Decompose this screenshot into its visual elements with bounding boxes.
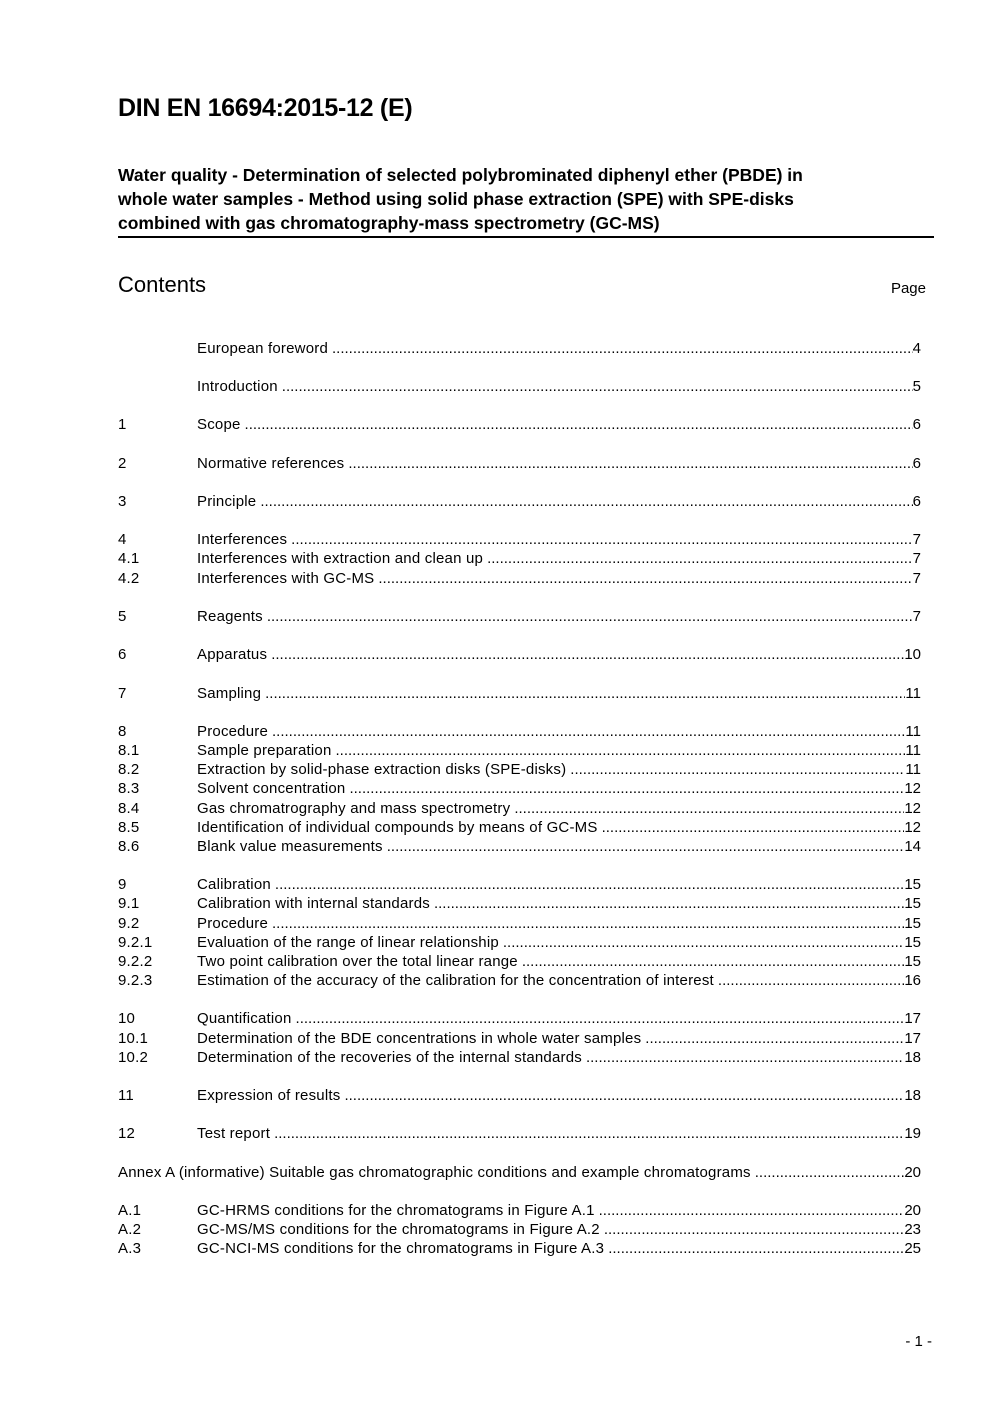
toc-leader bbox=[755, 1163, 905, 1182]
toc-page-number: 15 bbox=[904, 915, 921, 932]
toc-number: 1 bbox=[118, 416, 127, 433]
toc-page-number: 20 bbox=[904, 1164, 921, 1181]
toc-title: Solvent concentration bbox=[197, 780, 346, 797]
toc-entry[interactable] bbox=[118, 1220, 921, 1239]
toc-page-number: 15 bbox=[904, 934, 921, 951]
toc-number: 4 bbox=[118, 531, 127, 548]
page-column-label: Page bbox=[890, 280, 926, 297]
toc-leader bbox=[387, 837, 905, 856]
toc-leader bbox=[274, 1124, 904, 1143]
toc-entry[interactable] bbox=[118, 377, 921, 396]
toc-leader bbox=[260, 492, 912, 511]
toc-number: 9.1 bbox=[118, 895, 140, 912]
toc-number: 6 bbox=[118, 646, 127, 663]
toc-number: 4.1 bbox=[118, 550, 140, 567]
toc-entry[interactable] bbox=[118, 339, 921, 358]
toc-leader bbox=[275, 875, 904, 894]
toc-entry[interactable] bbox=[118, 530, 921, 549]
toc-entry[interactable] bbox=[118, 1048, 921, 1067]
toc-title: Expression of results bbox=[197, 1087, 341, 1104]
toc-number: 8.4 bbox=[118, 800, 140, 817]
toc-title: GC-HRMS conditions for the chromatograms in Figure A.1 bbox=[197, 1202, 595, 1219]
toc-number: 8.5 bbox=[118, 819, 140, 836]
toc-leader bbox=[604, 1220, 904, 1239]
toc-leader bbox=[271, 645, 904, 664]
toc-page-number: 15 bbox=[904, 895, 921, 912]
toc-page-number: 7 bbox=[912, 550, 921, 567]
toc-title: Sample preparation bbox=[197, 742, 332, 759]
toc-title: Apparatus bbox=[197, 646, 268, 663]
toc-title: Procedure bbox=[197, 915, 269, 932]
toc-page-number: 20 bbox=[904, 1202, 921, 1219]
toc-entry[interactable] bbox=[118, 933, 921, 952]
toc-leader bbox=[282, 377, 913, 396]
toc-number: 8.2 bbox=[118, 761, 140, 778]
toc-entry[interactable] bbox=[118, 1086, 921, 1105]
toc-leader bbox=[599, 1201, 905, 1220]
contents-heading: Contents bbox=[118, 272, 207, 297]
toc-leader bbox=[267, 607, 913, 626]
toc-leader bbox=[570, 760, 905, 779]
toc-page-number: 12 bbox=[904, 819, 921, 836]
toc-entry[interactable] bbox=[118, 1029, 921, 1048]
toc-page-number: 25 bbox=[904, 1240, 921, 1257]
document-title-line: whole water samples - Method using solid phase extraction (SPE) with SPE-disks bbox=[118, 189, 794, 209]
toc-title: Determination of the BDE concentrations in whole water samples bbox=[197, 1030, 642, 1047]
toc-title: GC-MS/MS conditions for the chromatograms in Figure A.2 bbox=[197, 1221, 600, 1238]
toc-entry[interactable] bbox=[118, 971, 921, 990]
toc-page-number: 11 bbox=[905, 742, 921, 759]
toc-entry[interactable] bbox=[118, 914, 921, 933]
toc-title: Two point calibration over the total linear range bbox=[197, 953, 518, 970]
toc-number: 9.2.1 bbox=[118, 934, 153, 951]
toc-entry[interactable] bbox=[118, 569, 921, 588]
toc-title: GC-NCI-MS conditions for the chromatograms in Figure A.3 bbox=[197, 1240, 605, 1257]
toc-leader bbox=[349, 779, 904, 798]
toc-page-number: 6 bbox=[912, 493, 921, 510]
toc-entry[interactable] bbox=[118, 645, 921, 664]
toc-page-number: 12 bbox=[904, 800, 921, 817]
document-title bbox=[118, 163, 934, 238]
toc-entry[interactable] bbox=[118, 454, 921, 473]
toc-entry[interactable] bbox=[118, 415, 921, 434]
toc-leader bbox=[514, 799, 904, 818]
toc-page-number: 10 bbox=[904, 646, 921, 663]
toc-leader bbox=[487, 549, 913, 568]
toc-number: 8.3 bbox=[118, 780, 140, 797]
toc-page-number: 6 bbox=[912, 416, 921, 433]
toc-entry[interactable] bbox=[118, 492, 921, 511]
document-title-line: Water quality - Determination of selected polybrominated diphenyl ether (PBDE) in bbox=[118, 165, 803, 185]
toc-page-number: 15 bbox=[904, 953, 921, 970]
toc-page-number: 5 bbox=[912, 378, 921, 395]
toc-leader bbox=[265, 684, 905, 703]
toc-number: 8.6 bbox=[118, 838, 140, 855]
toc-number: 10.2 bbox=[118, 1049, 148, 1066]
toc-leader bbox=[272, 914, 904, 933]
toc-leader bbox=[645, 1029, 904, 1048]
toc-title: Determination of the recoveries of the internal standards bbox=[197, 1049, 582, 1066]
toc-page-number: 19 bbox=[904, 1125, 921, 1142]
toc-leader bbox=[296, 1009, 905, 1028]
toc-page-number: 7 bbox=[912, 570, 921, 587]
toc-number: 8 bbox=[118, 723, 127, 740]
toc-leader bbox=[522, 952, 904, 971]
toc-entry[interactable] bbox=[118, 818, 921, 837]
toc-title: European foreword bbox=[197, 340, 328, 357]
toc-title: Identification of individual compounds by means of GC-MS bbox=[197, 819, 598, 836]
toc-entry[interactable] bbox=[118, 799, 921, 818]
toc-entry[interactable] bbox=[118, 1124, 921, 1143]
toc-entry[interactable] bbox=[118, 684, 921, 703]
toc-page-number: 17 bbox=[904, 1010, 921, 1027]
toc-leader bbox=[608, 1239, 904, 1258]
toc-number: 10.1 bbox=[118, 1030, 148, 1047]
toc-leader bbox=[503, 933, 904, 952]
toc-entry[interactable] bbox=[118, 952, 921, 971]
toc-title: Interferences bbox=[197, 531, 288, 548]
toc-title: Introduction bbox=[197, 378, 278, 395]
toc-page-number: 18 bbox=[904, 1087, 921, 1104]
document-title-line: combined with gas chromatography-mass spectrometry (GC-MS) bbox=[118, 213, 660, 233]
toc-entry[interactable] bbox=[118, 875, 921, 894]
toc-page-number: 17 bbox=[904, 1030, 921, 1047]
toc-number: 4.2 bbox=[118, 570, 140, 587]
toc-leader bbox=[378, 569, 912, 588]
toc-leader bbox=[586, 1048, 904, 1067]
toc-entry[interactable] bbox=[118, 760, 921, 779]
toc-leader bbox=[602, 818, 905, 837]
toc-page-number: 14 bbox=[904, 838, 921, 855]
toc-entry[interactable] bbox=[118, 549, 921, 568]
toc-number: 9.2.3 bbox=[118, 972, 153, 989]
toc-entry[interactable] bbox=[118, 1009, 921, 1028]
toc-page-number: 11 bbox=[905, 761, 921, 778]
toc-leader bbox=[291, 530, 913, 549]
toc-entry[interactable] bbox=[118, 722, 921, 741]
toc-page-number: 23 bbox=[904, 1221, 921, 1238]
toc-number: 12 bbox=[118, 1125, 136, 1142]
toc-number: 11 bbox=[118, 1087, 134, 1104]
toc-leader bbox=[336, 741, 906, 760]
toc-number: A.3 bbox=[118, 1240, 142, 1257]
toc-title: Calibration bbox=[197, 876, 271, 893]
toc-leader bbox=[434, 894, 904, 913]
toc-number: A.1 bbox=[118, 1202, 142, 1219]
toc-title: Scope bbox=[197, 416, 241, 433]
toc-title: Blank value measurements bbox=[197, 838, 383, 855]
toc-number: 9.2.2 bbox=[118, 953, 153, 970]
toc-title: Estimation of the accuracy of the calibration for the concentration of interest bbox=[197, 972, 714, 989]
toc-entry[interactable] bbox=[118, 1201, 921, 1220]
page-number-footer: - 1 - bbox=[905, 1333, 932, 1350]
toc-title: Quantification bbox=[197, 1010, 292, 1027]
toc-number: A.2 bbox=[118, 1221, 142, 1238]
toc-page-number: 18 bbox=[904, 1049, 921, 1066]
toc-page-number: 11 bbox=[905, 685, 921, 702]
toc-number: 3 bbox=[118, 493, 127, 510]
toc-title: Test report bbox=[197, 1125, 271, 1142]
toc-page-number: 15 bbox=[904, 876, 921, 893]
toc-number: 8.1 bbox=[118, 742, 140, 759]
toc-page-number: 6 bbox=[912, 455, 921, 472]
toc-entry[interactable] bbox=[118, 837, 921, 856]
toc-title: Extraction by solid-phase extraction disks (SPE-disks) bbox=[197, 761, 567, 778]
toc-entry[interactable] bbox=[118, 779, 921, 798]
toc-number: 10 bbox=[118, 1010, 136, 1027]
toc-page-number: 7 bbox=[912, 608, 921, 625]
toc-leader bbox=[245, 415, 913, 434]
toc-page-number: 12 bbox=[904, 780, 921, 797]
toc-leader bbox=[272, 722, 905, 741]
toc-entry[interactable] bbox=[118, 1239, 921, 1258]
toc-title: Principle bbox=[197, 493, 257, 510]
toc-page-number: 4 bbox=[912, 340, 921, 357]
toc-number: 7 bbox=[118, 685, 127, 702]
toc-entry[interactable] bbox=[118, 741, 921, 760]
toc-title: Procedure bbox=[197, 723, 269, 740]
toc-number: 2 bbox=[118, 455, 127, 472]
toc-page-number: 7 bbox=[912, 531, 921, 548]
toc-number: 9 bbox=[118, 876, 127, 893]
toc-leader bbox=[718, 971, 904, 990]
toc-leader bbox=[332, 339, 913, 358]
toc-title: Interferences with extraction and clean up bbox=[197, 550, 484, 567]
toc-title: Reagents bbox=[197, 608, 263, 625]
document-id: DIN EN 16694:2015-12 (E) bbox=[118, 94, 413, 122]
toc-title: Normative references bbox=[197, 455, 345, 472]
toc-leader bbox=[344, 1086, 904, 1105]
toc-title: Sampling bbox=[197, 685, 262, 702]
toc-title: Gas chromatrography and mass spectrometry bbox=[197, 800, 511, 817]
toc-title: Annex A (informative) Suitable gas chromatographic conditions and example chromatograms bbox=[118, 1164, 751, 1181]
toc-entry[interactable] bbox=[118, 607, 921, 626]
toc-number: 5 bbox=[118, 608, 127, 625]
toc-entry[interactable] bbox=[118, 894, 921, 913]
toc-number: 9.2 bbox=[118, 915, 140, 932]
toc-title: Interferences with GC-MS bbox=[197, 570, 375, 587]
toc-entry-annex[interactable] bbox=[118, 1163, 921, 1182]
toc-page-number: 11 bbox=[905, 723, 921, 740]
toc-title: Evaluation of the range of linear relationship bbox=[197, 934, 499, 951]
toc-page-number: 16 bbox=[904, 972, 921, 989]
toc-leader bbox=[348, 454, 912, 473]
toc-title: Calibration with internal standards bbox=[197, 895, 430, 912]
